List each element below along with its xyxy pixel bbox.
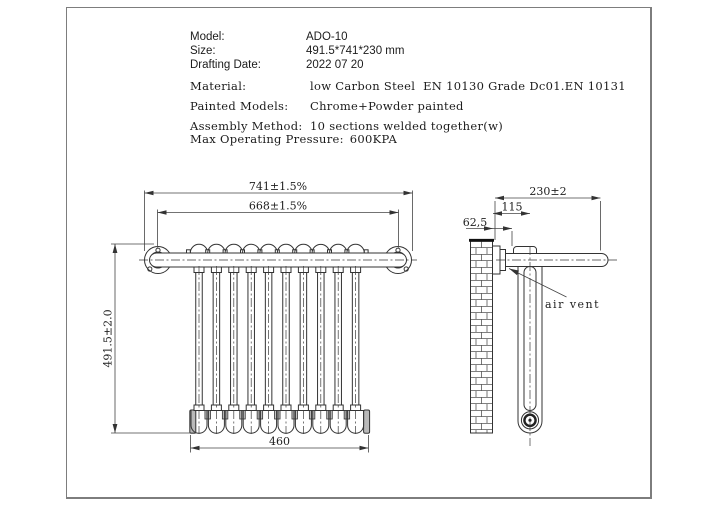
section-hump [295,244,312,253]
dim-height [102,244,198,433]
spec-value: 10 sections welded together(w) [310,119,503,133]
section-hump [190,244,207,253]
header-junction [275,411,281,420]
section-hump [260,244,277,253]
spec-label: Model: [190,31,225,43]
header-junction [205,411,211,420]
section-hump [225,244,242,253]
header-junction [257,411,263,420]
spec-value: 2022 07 20 [306,59,364,71]
spec-value: low Carbon Steel EN 10130 Grade Dc01.EN 10131 [310,79,626,93]
section-hump [277,244,294,253]
section-hump [312,244,329,253]
spec-label: Max Operating Pressure: [190,132,344,146]
header-junction [222,411,228,420]
dim-depth [495,185,601,251]
header-junction [309,411,315,420]
dim-text-115: 115 [501,200,523,214]
spec-value: 491.5*741*230 mm [306,45,405,57]
dim-mount-centers [158,200,399,248]
dim-text-230: 230±2 [529,184,567,198]
spec-label: Drafting Date: [190,59,261,71]
spec-label: Assembly Method: [190,119,303,133]
side-view [463,185,618,446]
hump-tick [364,250,368,253]
header-junction [327,411,333,420]
spec-label: Size: [190,45,216,57]
section-hump [243,244,260,253]
dim-text-460: 460 [269,435,290,448]
section-hump [329,244,346,253]
header-junction [344,411,350,420]
dim-text-height: 491.5±2.0 [101,309,115,368]
front-view [102,180,418,453]
spec-value: Chrome+Powder painted [310,99,464,113]
dim-tube-center [493,200,530,216]
spec-value: 600KPA [349,132,398,146]
header-end-plate [364,410,370,433]
spec-value: ADO-10 [306,31,348,43]
wall-section [471,241,493,433]
section-hump [208,244,225,253]
dim-text-668: 668±1.5% [248,199,308,213]
dim-bottom-width [191,435,369,453]
hump-tick [187,250,191,253]
header-junction [292,411,298,420]
dim-text-62-5: 62,5 [462,215,488,229]
spec-label: Painted Models: [190,99,289,113]
header-junction [240,411,246,420]
spec-label: Material: [190,79,247,93]
dim-text-741: 741±1.5% [248,180,308,193]
section-hump [347,244,364,253]
radiator-sections [187,244,369,434]
air-vent-label: air vent [545,298,601,311]
dim-overall-width [145,180,413,251]
